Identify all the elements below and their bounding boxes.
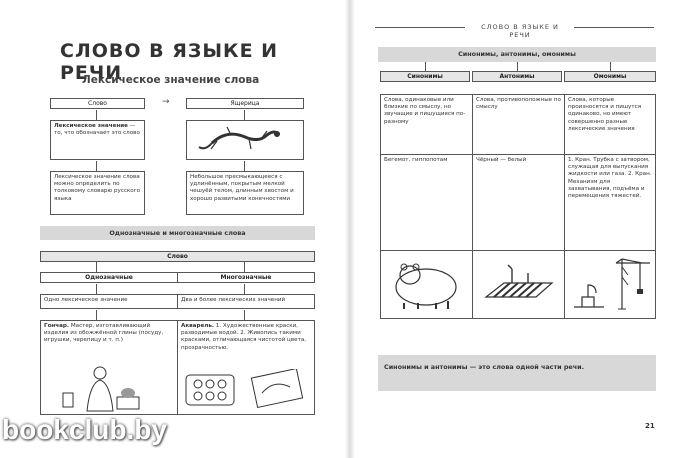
table-cell bbox=[473, 251, 565, 319]
connector bbox=[244, 161, 245, 171]
table-cell bbox=[381, 251, 473, 319]
summary-text: Синонимы и антонимы — это слова одной части речи. bbox=[384, 363, 585, 371]
connector bbox=[244, 284, 245, 294]
table-cell: Слова, противоположные по смыслу bbox=[473, 95, 565, 155]
ex1-term: Гончар. bbox=[44, 323, 70, 329]
table-row bbox=[381, 155, 656, 251]
hom-header: Омонимы bbox=[564, 71, 656, 82]
ant-header: Антонимы bbox=[472, 71, 562, 82]
connector bbox=[517, 62, 518, 71]
connector bbox=[244, 310, 245, 320]
connector bbox=[96, 161, 97, 171]
spine bbox=[345, 0, 355, 458]
connector bbox=[244, 110, 245, 120]
syn-header: Синонимы bbox=[380, 71, 470, 82]
connector bbox=[96, 262, 97, 272]
ex2-term: Акварель. bbox=[181, 323, 214, 329]
ex1-text: Мастер, изготавливающий изделия из обожжённой глины (посуду, игрушки, черепицу и т. п.) bbox=[44, 323, 164, 344]
example-one-box bbox=[40, 320, 178, 415]
page-number: 21 bbox=[645, 422, 655, 430]
head-rule bbox=[375, 27, 465, 28]
table-row bbox=[381, 251, 656, 319]
ex2-text: 1. Художественные краски, разводимые водой. 2. Живопись такими красками, отличающаяся чистотой цвета, прозрачностью. bbox=[181, 323, 307, 351]
subtitle: Лексическое значение слова bbox=[82, 74, 260, 86]
potter-icon bbox=[45, 363, 175, 413]
crane-icon bbox=[568, 253, 652, 311]
col2-header: Многозначные bbox=[177, 272, 315, 283]
lizard-definition-box: Небольшое пресмыкающееся с удлинённым, покрытым мелкой чешуёй телом, длинным хвостом и хорошо развитыми конечностями bbox=[186, 171, 304, 215]
section-bar: Однозначные и многозначные слова bbox=[40, 226, 315, 240]
connector bbox=[96, 110, 97, 120]
one-meaning-box: Одно лексическое значение bbox=[40, 294, 178, 309]
running-head: СЛОВО В ЯЗЫКЕ И РЕЧИ bbox=[481, 23, 559, 39]
lizard-image-box bbox=[186, 120, 304, 160]
col1-header: Однозначные bbox=[40, 272, 178, 283]
connector bbox=[610, 62, 611, 71]
slovo-box: Слово bbox=[40, 251, 315, 262]
connector bbox=[96, 310, 97, 320]
arrow-right-icon: → bbox=[162, 97, 170, 107]
multi-meaning-box: Два и более лексических значений bbox=[177, 294, 315, 309]
page-title: СЛОВО В ЯЗЫКЕ И РЕЧИ bbox=[60, 40, 279, 84]
table-cell: 1. Кран. Трубка с затвором, служащая для выпускания жидкости или газа. 2. Кран. Механизм для захватывания, подъёма и перемещения тяжестей. bbox=[565, 155, 656, 251]
paint-box-icon bbox=[182, 369, 312, 413]
chessboard-icon bbox=[476, 253, 560, 311]
example-two-box bbox=[177, 320, 315, 415]
hippo-icon bbox=[384, 253, 468, 311]
lex-definition-box bbox=[50, 120, 145, 160]
table-cell: Слова, которые произносятся и пишутся одинаково, но имеют совершенно разные лексические значения bbox=[565, 95, 656, 155]
table-cell: Слова, одинаковые или близкие по смыслу, но звучащие и пишущиеся по-разному bbox=[381, 95, 473, 155]
head-rule bbox=[574, 27, 654, 28]
lex-dict-box: Лексическое значение слова можно определить по толковому словарю русского языка bbox=[50, 171, 145, 215]
types-table bbox=[380, 94, 656, 319]
section-bar: Синонимы, антонимы, омонимы bbox=[378, 47, 656, 62]
watermark: bookclub.by bbox=[2, 414, 167, 445]
table-cell: Бегемот, гиппопотам bbox=[381, 155, 473, 251]
lex-term: Лексическое значение bbox=[54, 123, 128, 129]
word-label: Слово bbox=[50, 98, 145, 109]
example-label: Ящерица bbox=[186, 98, 304, 109]
lex-def: — то, что обозначает это слово bbox=[54, 123, 140, 137]
table-cell bbox=[565, 251, 656, 319]
connector bbox=[96, 284, 97, 294]
connector bbox=[425, 62, 426, 71]
table-cell: Чёрный — белый bbox=[473, 155, 565, 251]
summary-box bbox=[378, 355, 656, 391]
lizard-icon bbox=[187, 121, 303, 159]
connector bbox=[244, 262, 245, 272]
table-row bbox=[381, 95, 656, 155]
